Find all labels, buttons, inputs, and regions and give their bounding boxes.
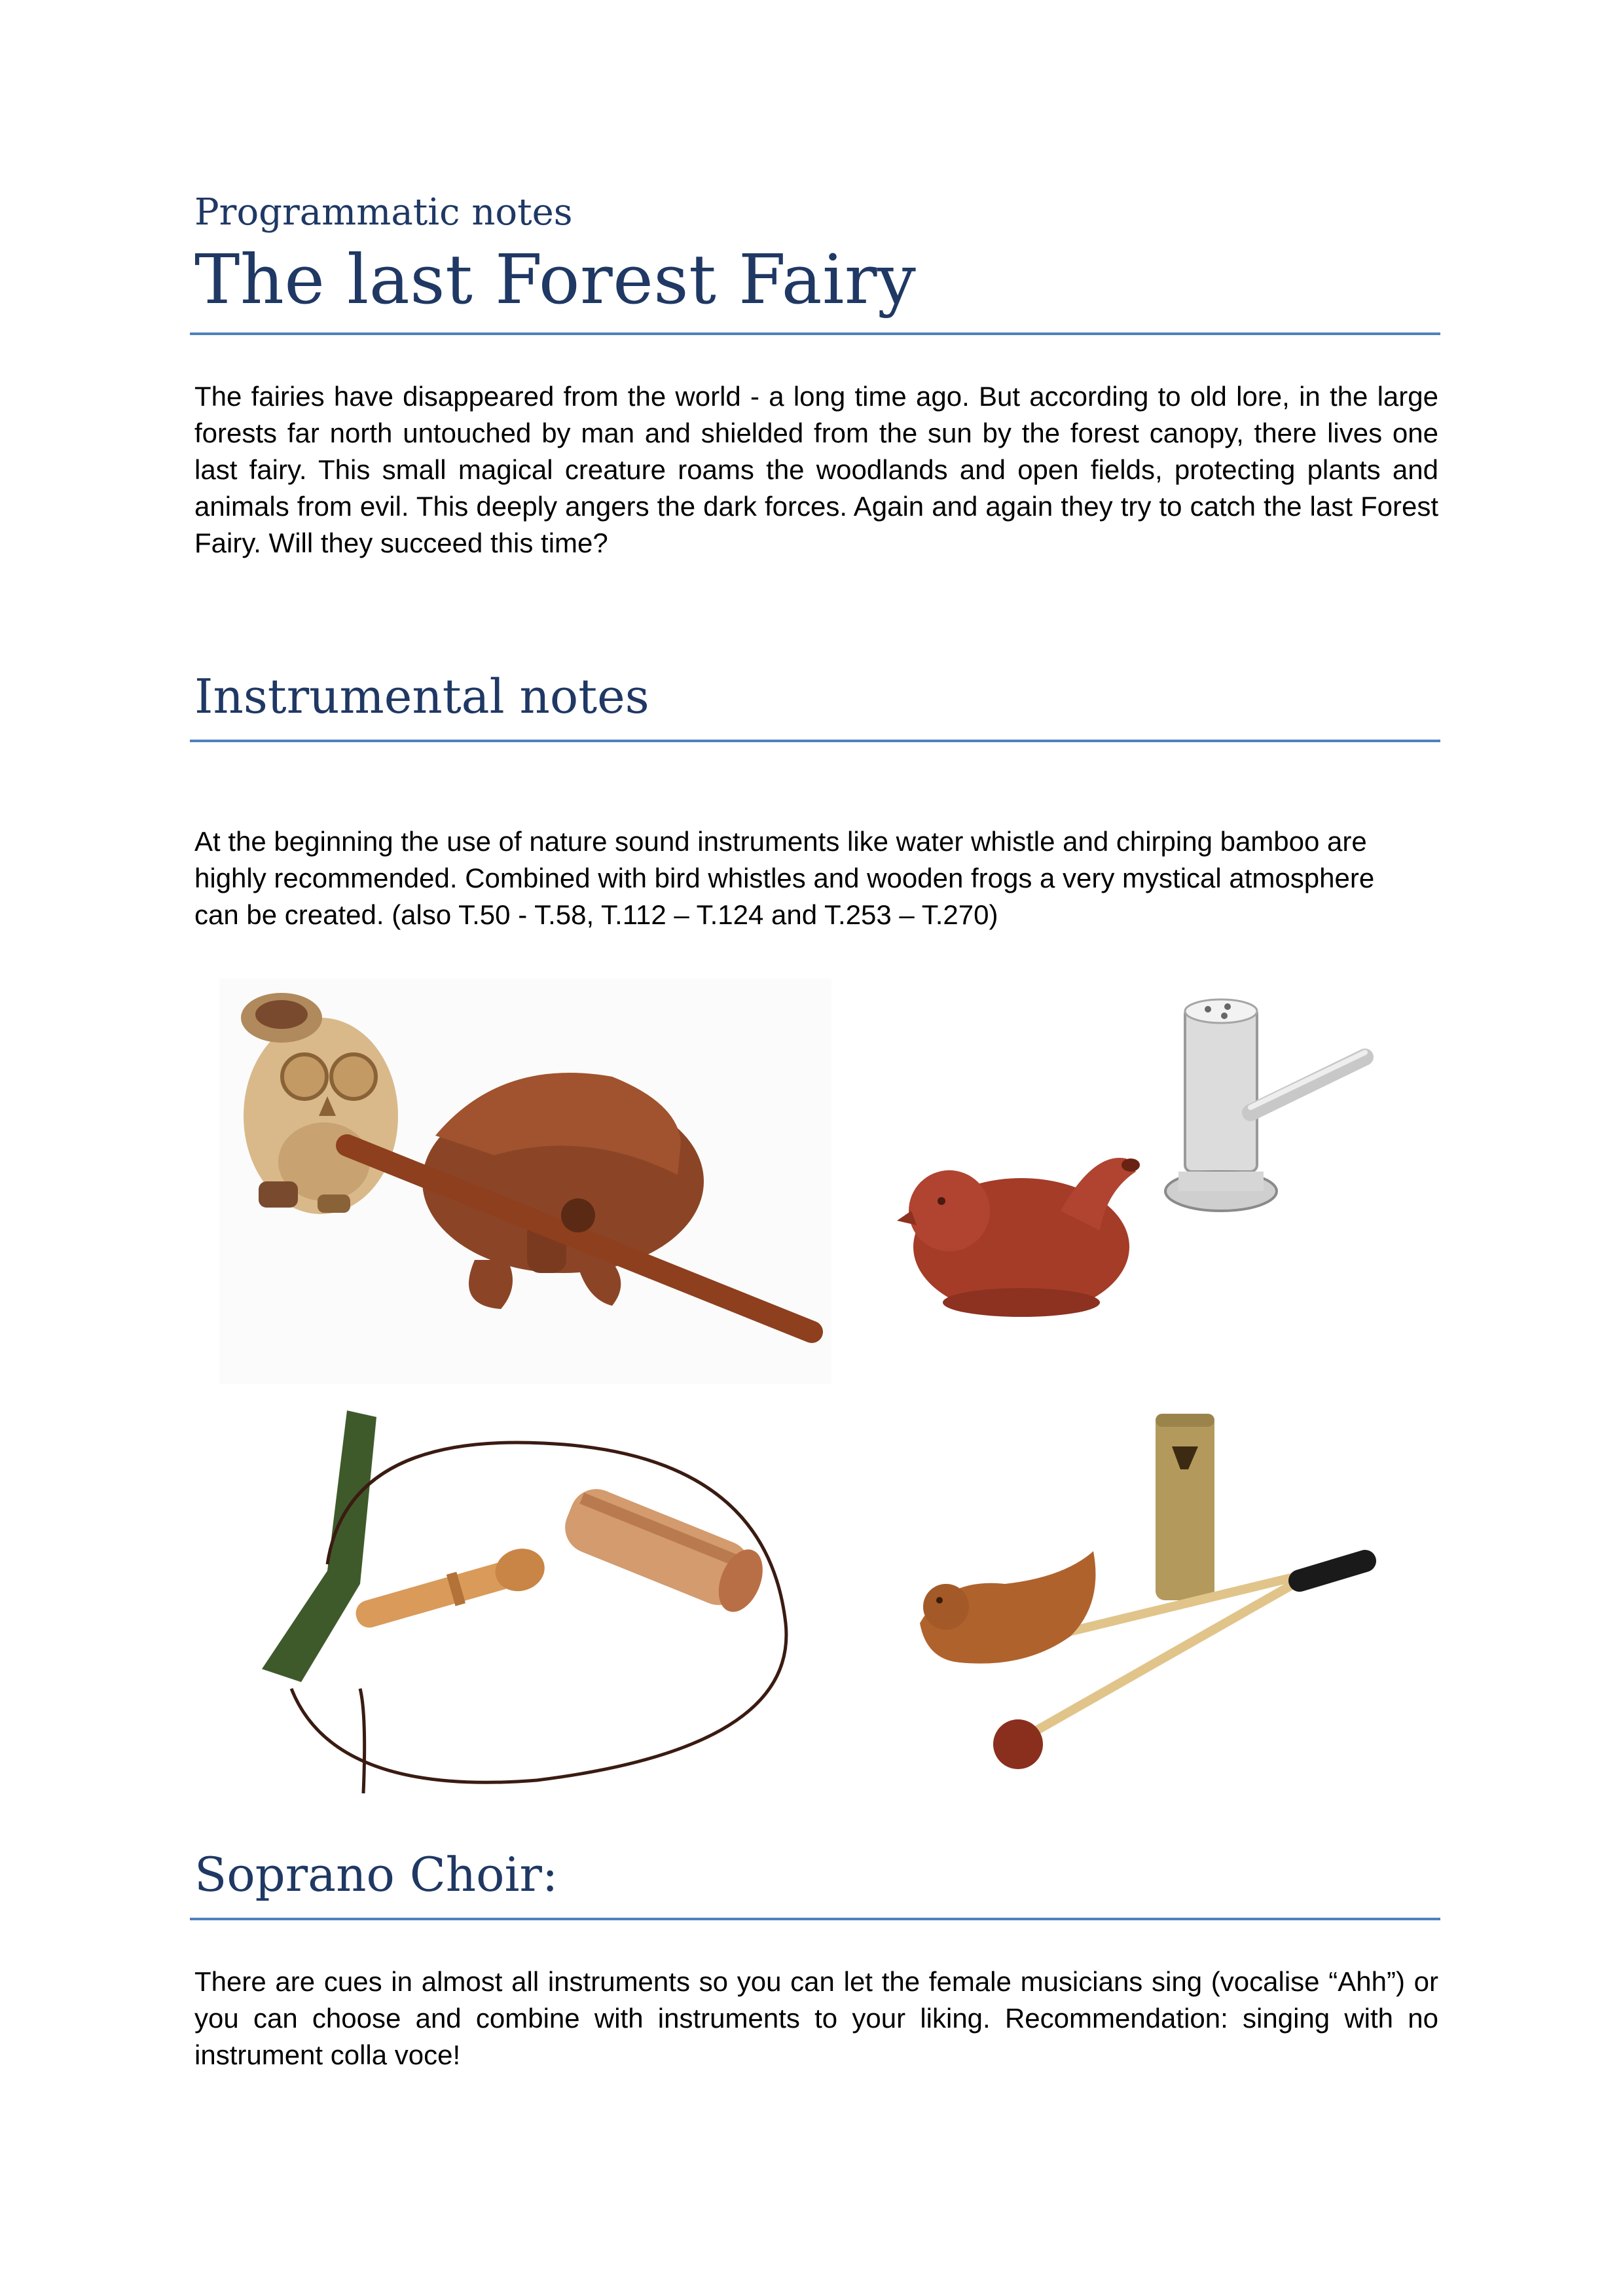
choir-paragraph: There are cues in almost all instruments so you can let the female musicians sing (vocalise “Ahh”) or you can choose and combine with instruments to your liking. Recommendation: singing with no instrument colla voce!	[194, 1966, 1438, 2070]
intro-paragraph: The fairies have disappeared from the world - a long time ago. But according to old lore, in the large forests far north untouched by man and shielded from the sun by the forest canopy, there lives one last fairy. This small magical creature roams the woodlands and open fields, protecting plants and animals from evil. This deeply angers the dark forces. Again and again they try to catch the last Forest Fairy. Will they succeed this time?	[194, 381, 1438, 558]
title-rule	[190, 332, 1440, 335]
subtitle: Programmatic notes	[194, 191, 573, 234]
wooden-bird-whistle-bamboo-whistle-and-beater-photo	[907, 1407, 1385, 1787]
choir-heading: Soprano Choir:	[194, 1847, 558, 1902]
choir-rule	[190, 1918, 1440, 1920]
clay-bird-water-whistle-and-metal-whistle-photo	[897, 995, 1388, 1348]
slit-drum-with-mallet-and-strap-photo	[255, 1407, 818, 1800]
instrumental-rule	[190, 740, 1440, 742]
instrumental-paragraph: At the beginning the use of nature sound instruments like water whistle and chirping bamboo are highly recommended. Combined with bird whistles and wooden frogs a very mystical atmosphere can be created. (also T.50 - T.58, T.112 – T.124 and T.253 – T.270)	[194, 826, 1375, 930]
instrumental-heading: Instrumental notes	[194, 669, 649, 724]
wooden-owl-and-frog-guiro-photo	[219, 978, 831, 1384]
page-title: The last Forest Fairy	[194, 240, 917, 319]
